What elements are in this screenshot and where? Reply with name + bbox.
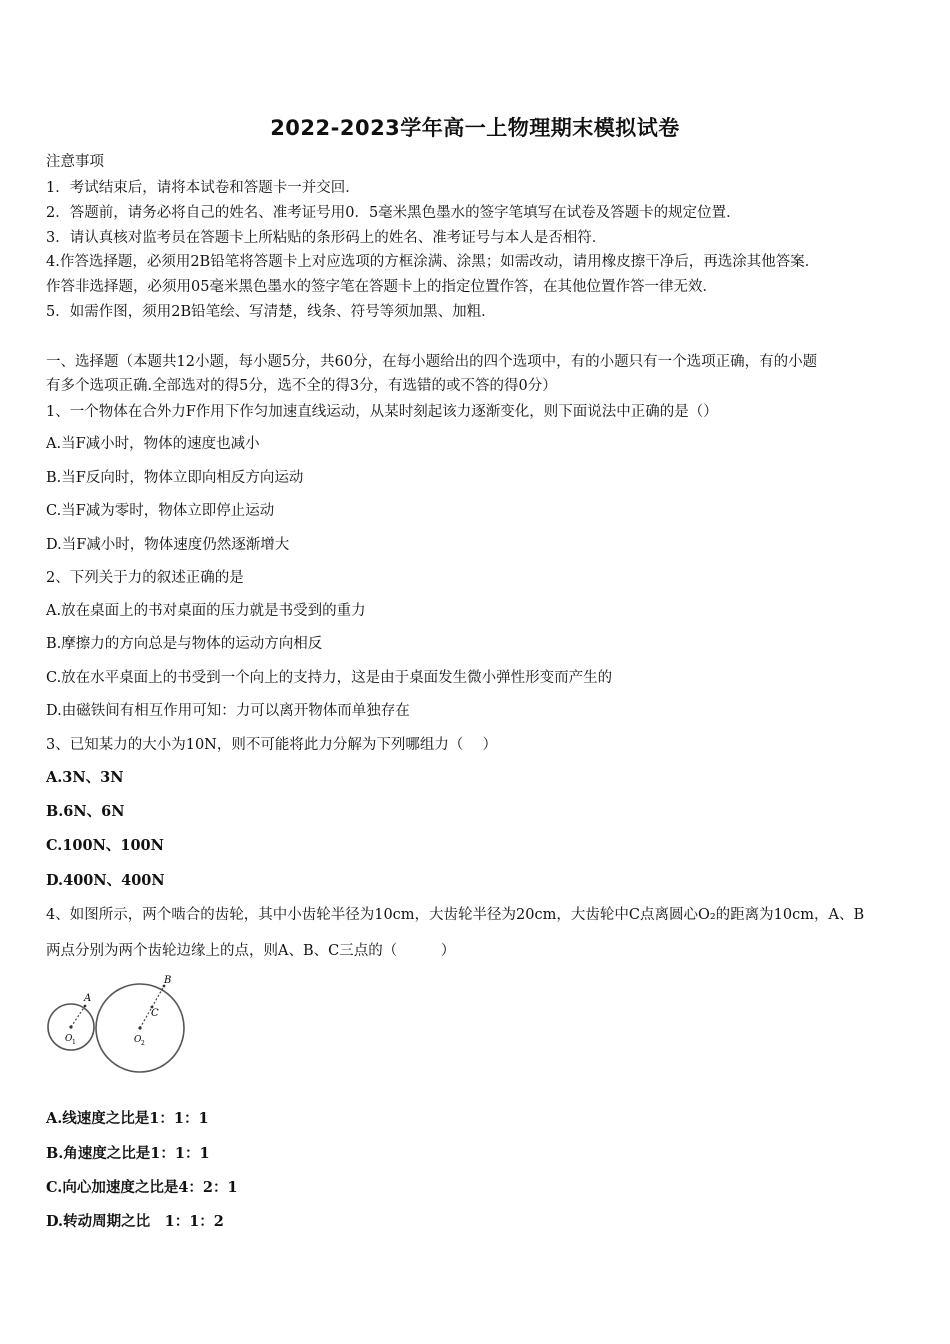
- q2-option-b: B.摩擦力的方向总是与物体的运动方向相反: [46, 636, 323, 652]
- label-o2-sub: 2: [141, 1040, 145, 1047]
- q4-option-b: B.角速度之比是1：1：1: [46, 1145, 210, 1162]
- section-heading-line2: 有多个选项正确.全部选对的得5分，选不全的得3分，有选错的或不答的得0分）: [46, 378, 557, 394]
- q2-option-d: D.由磁铁间有相互作用可知：力可以离开物体而单独存在: [46, 703, 410, 719]
- label-o2: O: [134, 1035, 142, 1045]
- notice-item-3: 3．请认真核对监考员在答题卡上所粘贴的条形码上的姓名、准考证号与本人是否相符．: [46, 230, 607, 246]
- label-o1: O: [65, 1034, 73, 1044]
- notice-item-2: 2．答题前，请务必将自己的姓名、准考证号用0．5毫米黑色墨水的签字笔填写在试卷及答题卡的规定位置．: [46, 205, 741, 221]
- q1-option-d: D.当F减小时，物体速度仍然逐渐增大: [46, 537, 290, 553]
- notice-item-1: 1．考试结束后，请将本试卷和答题卡一并交回．: [46, 180, 360, 196]
- q3-option-d: D.400N、400N: [46, 872, 165, 889]
- section-heading-line1: 一、选择题（本题共12小题，每小题5分，共60分，在每小题给出的四个选项中，有的小题只有一个选项正确，有的小题: [46, 354, 818, 370]
- q4-stem-line1: 4、如图所示，两个啮合的齿轮，其中小齿轮半径为10cm，大齿轮半径为20cm，大齿轮中C点离圆心O₂的距离为10cm，A、B: [46, 907, 865, 923]
- notice-heading: 注意事项: [46, 154, 104, 170]
- radius-o1-a: [71, 1006, 85, 1027]
- label-c: C: [151, 1008, 159, 1019]
- q2-stem: 2、下列关于力的叙述正确的是: [46, 570, 244, 586]
- q3-option-b: B.6N、6N: [46, 803, 125, 820]
- q4-stem-line2: 两点分别为两个齿轮边缘上的点，则A、B、C三点的（ ）: [46, 943, 456, 959]
- q2-option-a: A.放在桌面上的书对桌面的压力就是书受到的重力: [46, 603, 366, 619]
- q1-option-a: A.当F减小时，物体的速度也减小: [46, 436, 260, 452]
- point-o1: [69, 1025, 72, 1028]
- q3-option-a: A.3N、3N: [46, 769, 124, 786]
- q4-option-d: D.转动周期之比 1：1：2: [46, 1213, 224, 1230]
- label-a: A: [84, 993, 92, 1004]
- point-o2: [138, 1026, 141, 1029]
- q3-stem: 3、已知某力的大小为10N，则不可能将此力分解为下列哪组力（ ）: [46, 737, 497, 753]
- q1-option-c: C.当F减为零时，物体立即停止运动: [46, 503, 275, 519]
- notice-item-5: 5．如需作图，须用2B铅笔绘、写清楚，线条、符号等须加黑、加粗．: [46, 304, 496, 320]
- q3-option-c: C.100N、100N: [46, 837, 164, 854]
- point-a: [84, 1005, 87, 1008]
- label-o1-sub: 1: [72, 1039, 76, 1046]
- notice-item-4-cont: 作答非选择题，必须用05毫米黑色墨水的签字笔在答题卡上的指定位置作答，在其他位置作答一律无效．: [46, 279, 717, 295]
- q1-option-b: B.当F反向时，物体立即向相反方向运动: [46, 470, 304, 486]
- q2-option-c: C.放在水平桌面上的书受到一个向上的支持力，这是由于桌面发生微小弹性形变而产生的: [46, 670, 613, 686]
- label-b: B: [164, 975, 172, 986]
- page-title: 2022-2023学年高一上物理期末模拟试卷: [270, 116, 680, 140]
- q4-option-a: A.线速度之比是1：1：1: [46, 1110, 209, 1127]
- gears-figure: [44, 972, 194, 1082]
- q1-stem: 1、一个物体在合外力F作用下作匀加速直线运动，从某时刻起该力逐渐变化，则下面说法中正确的是（）: [46, 404, 718, 420]
- notice-item-4: 4.作答选择题，必须用2B铅笔将答题卡上对应选项的方框涂满、涂黑；如需改动，请用橡皮擦干净后，再选涂其他答案．: [46, 254, 820, 270]
- q4-option-c: C.向心加速度之比是4：2：1: [46, 1179, 238, 1196]
